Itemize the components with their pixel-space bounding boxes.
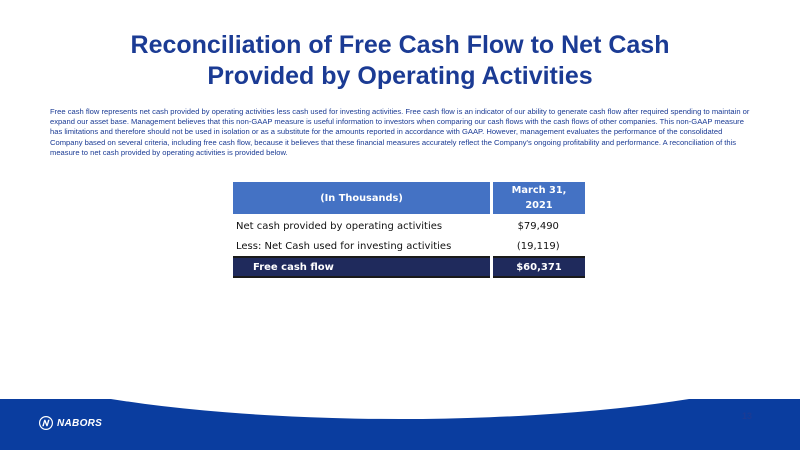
total-value: $60,371 — [492, 257, 586, 277]
row-label: Net cash provided by operating activities — [236, 220, 443, 232]
footer-curve — [0, 399, 800, 419]
header-period — [492, 182, 586, 214]
slide-title-line-1: Reconciliation of Free Cash Flow to Net Cash — [130, 31, 670, 59]
header-period-line-2: 2021 — [525, 200, 553, 211]
row-label: Less: Net Cash used for investing activities — [236, 240, 452, 252]
nabors-logo-icon — [39, 416, 53, 430]
brand-name: NABORS — [57, 417, 103, 429]
footer-band — [0, 399, 800, 450]
nabors-logo — [39, 416, 102, 430]
row-value: $79,490 — [517, 220, 559, 232]
description-paragraph: Free cash flow represents net cash provided by operating activities less cash used for investing activities. Free cash flow is an indicator of our ability to generate cash flow after required spending to maintain or expand our asset base. Management believes that this non-GAAP measure is useful information to investors when comparing our cash flows with the cash flows of other companies. This non-GAAP measure has limitations and therefore should not be used in isolation or as a substitute for the amounts reported in accordance with GAAP. However, management evaluates the performance of the consolidated Company based on several criteria, including free cash flow, because it believes that these financial measures accurately reflect the Company's ongoing profitability and performance. A reconciliation of this measure to net cash provided by operating activities is provided below. — [50, 107, 750, 157]
reconciliation-table — [233, 182, 585, 278]
header-period-line-1: March 31, — [511, 185, 567, 196]
table-row — [233, 236, 585, 257]
table-row — [233, 214, 585, 236]
slide-title — [40, 30, 760, 92]
header-label: (In Thousands) — [233, 182, 492, 214]
total-label: Free cash flow — [233, 257, 492, 277]
table-header-row — [233, 182, 585, 214]
row-value: (19,119) — [516, 240, 560, 252]
slide-title-line-2: Provided by Operating Activities — [207, 62, 593, 90]
page-number: 13 — [741, 411, 752, 421]
total-row — [233, 257, 585, 277]
